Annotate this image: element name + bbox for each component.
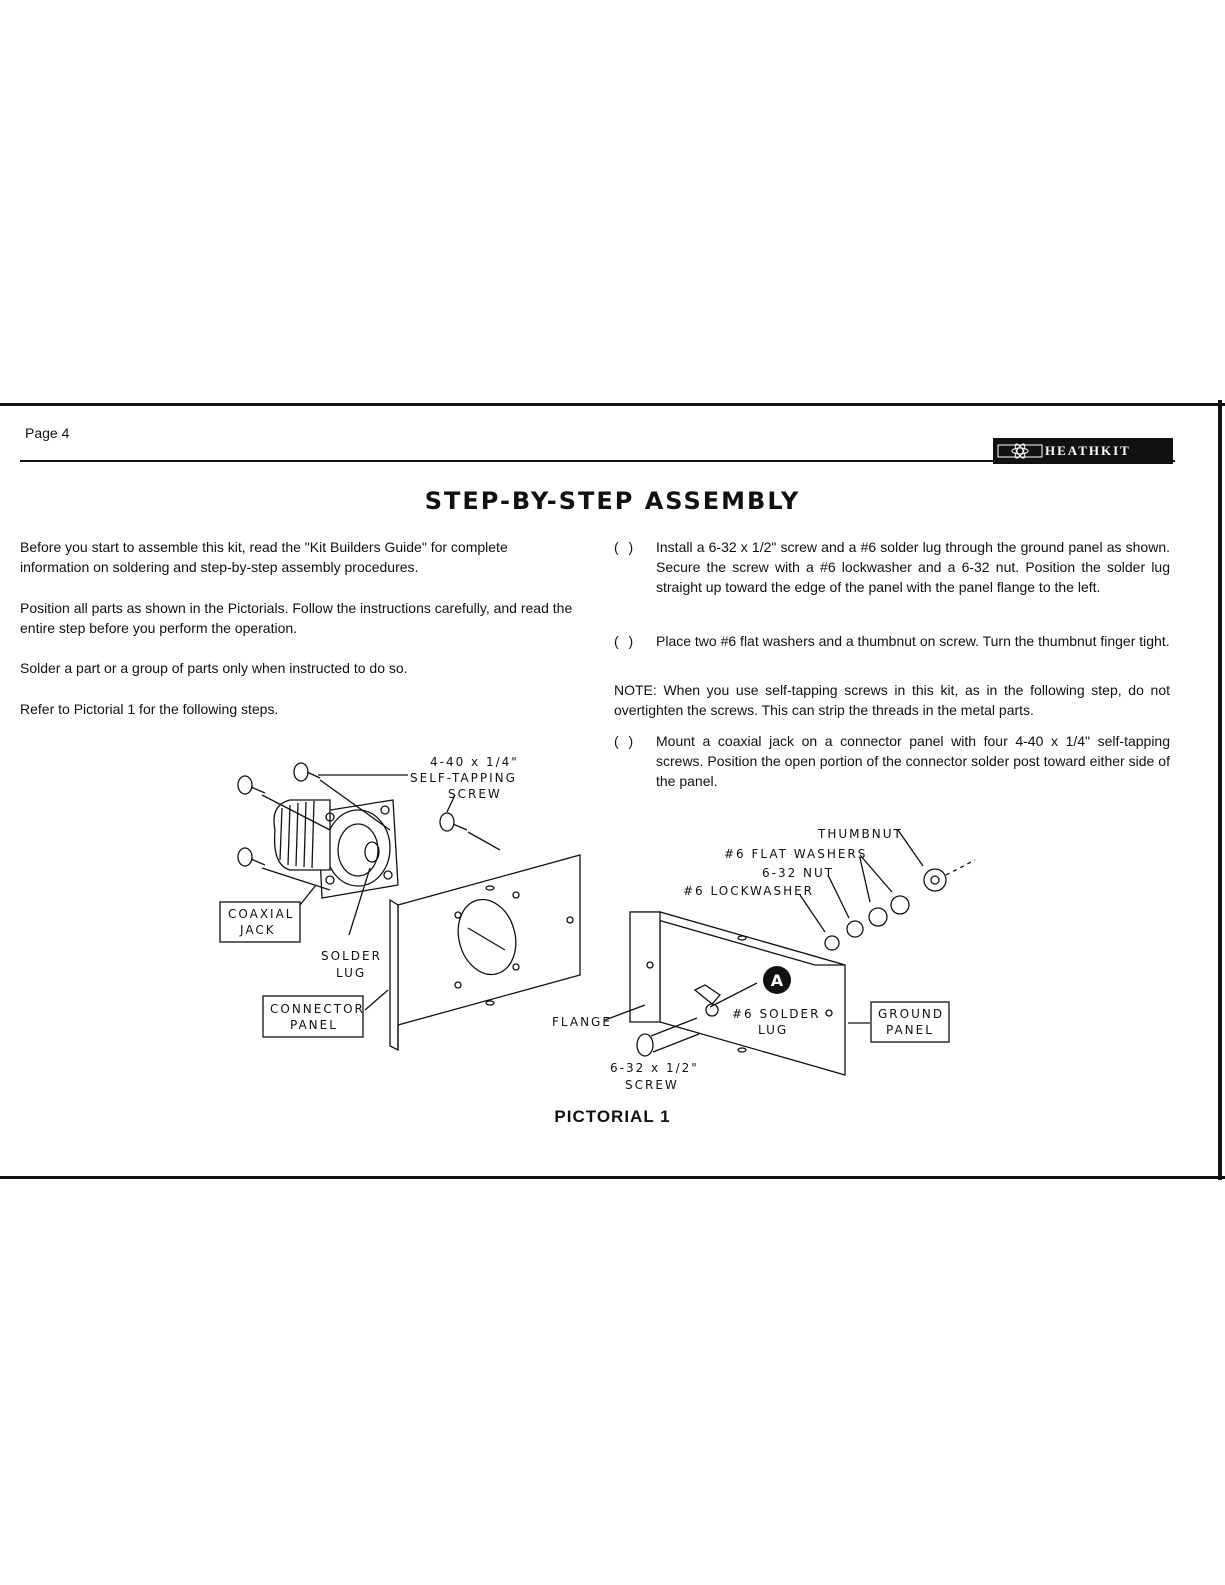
logo-text: HEATHKIT xyxy=(1045,443,1131,458)
label-632-nut: 6-32 NUT xyxy=(762,866,835,880)
label-6-solder: #6 SOLDER xyxy=(732,1007,821,1021)
label-screw: SCREW xyxy=(448,787,502,801)
intro-paragraph-3: Solder a part or a group of parts only when instructed to do so. xyxy=(20,660,408,676)
label-coaxial: COAXIAL xyxy=(228,907,295,921)
label-screw-size: 4-40 x 1/4" xyxy=(430,755,519,769)
intro-paragraph-1: Before you start to assemble this kit, read the "Kit Builders Guide" for complete information on soldering and step-by-step assembly procedures. xyxy=(20,539,508,575)
label-jack: JACK xyxy=(240,923,276,937)
step-1-checkbox[interactable]: ( ) xyxy=(614,539,637,555)
step-3-checkbox[interactable]: ( ) xyxy=(614,733,637,749)
intro-paragraph-4: Refer to Pictorial 1 for the following steps. xyxy=(20,701,279,717)
coaxial-jack xyxy=(274,800,398,898)
marker-a-label: A xyxy=(770,971,784,990)
page-title: STEP-BY-STEP ASSEMBLY xyxy=(424,487,801,515)
step-2-checkbox[interactable]: ( ) xyxy=(614,633,637,649)
step-2-text: Place two #6 flat washers and a thumbnut on screw. Turn the thumbnut finger tight. xyxy=(656,633,1170,649)
label-self-tapping: SELF-TAPPING xyxy=(410,771,517,785)
label-lug: LUG xyxy=(336,966,367,980)
step-3-text: Mount a coaxial jack on a connector panel with four 4-40 x 1/4" self-tapping screws. Position the open portion of the connector solder post toward either side of the panel. xyxy=(656,733,1170,789)
pictorial-caption: PICTORIAL 1 xyxy=(554,1107,671,1126)
label-solder: SOLDER xyxy=(321,949,382,963)
label-connector: CONNECTOR xyxy=(270,1002,365,1016)
label-panel-right: PANEL xyxy=(886,1023,934,1037)
label-632-screw: SCREW xyxy=(625,1078,679,1092)
step-1-text: Install a 6-32 x 1/2" screw and a #6 solder lug through the ground panel as shown. Secure the screw with a #6 lockwasher and a 6-32 nut. Position the solder lug straight up toward the edge of the panel with the panel flange to the left. xyxy=(656,539,1170,595)
label-632-screw-size: 6-32 x 1/2" xyxy=(610,1061,699,1075)
marker-a xyxy=(763,966,791,994)
page-number: Page 4 xyxy=(25,425,70,441)
label-flat-washers: #6 FLAT WASHERS xyxy=(724,847,868,861)
intro-paragraph-2: Position all parts as shown in the Pictorials. Follow the instructions carefully, and read the entire step before you perform the operation. xyxy=(20,600,573,636)
label-thumbnut: THUMBNUT xyxy=(818,827,903,841)
note-text: NOTE: When you use self-tapping screws in this kit, as in the following step, do not overtighten the screws. This can strip the threads in the metal parts. xyxy=(614,682,1170,718)
label-lockwasher: #6 LOCKWASHER xyxy=(683,884,815,898)
label-flange: FLANGE xyxy=(552,1015,612,1029)
hardware-stack xyxy=(825,860,975,950)
label-ground: GROUND xyxy=(878,1007,945,1021)
label-panel-left: PANEL xyxy=(290,1018,338,1032)
bottom-rule xyxy=(0,1176,1225,1179)
label-6-lug: LUG xyxy=(758,1023,789,1037)
